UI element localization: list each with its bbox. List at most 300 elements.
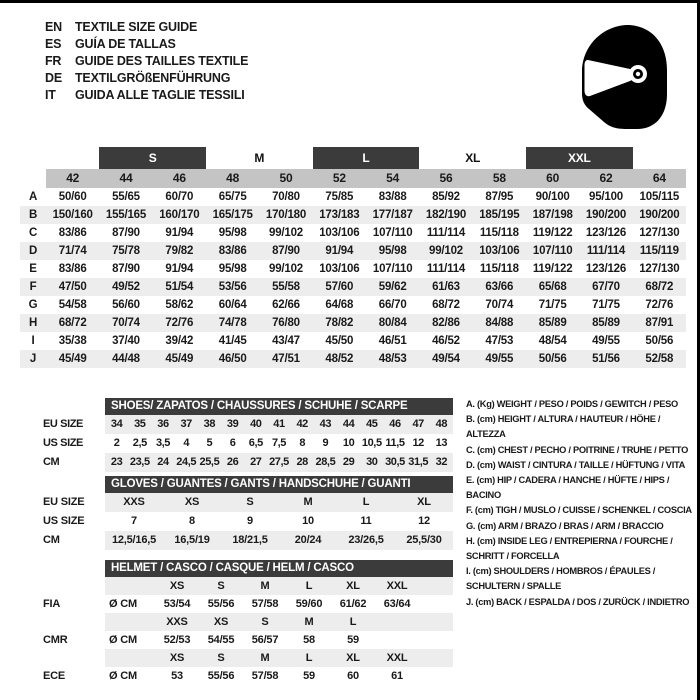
cell: 46 [383,415,406,434]
cell: 59/60 [295,598,323,610]
cell: H. (cm) INSIDE LEG / ENTREPIERNA / FOURCHE / SCHRITT / FORCELLA [466,535,673,562]
shoes-table [43,398,453,472]
cell: 190/200 [639,209,680,221]
cell: 78/82 [325,317,354,329]
cell: 72/76 [645,299,674,311]
row-label: J [29,353,37,365]
cell: 55/56 [207,670,235,682]
lang-code: DE [45,71,62,85]
lang-text: TEXTILE SIZE GUIDE [75,20,198,34]
cell: 103/106 [479,245,520,257]
row-label: E [29,263,37,275]
cell: 38 [198,415,221,434]
cell: 56/57 [251,634,279,646]
cell: 87/90 [112,263,140,275]
cell: XS [155,649,199,667]
size-group-xl: XL [465,151,481,165]
cell: F. (cm) TIGH / MUSLO / CUISSE / SCHENKEL / COSCIA [466,505,692,516]
cell: 56/60 [112,299,140,311]
cell: 60 [347,670,359,682]
gloves-us-row [43,512,453,531]
cell: Ø CM [109,634,137,646]
cell: 48 [206,169,259,188]
cell [419,577,453,595]
cell: 68/72 [432,299,460,311]
cell: 6,5 [248,437,263,449]
cell: 45/49 [165,353,194,365]
cell: 182/190 [425,209,467,221]
cell: 43 [314,415,337,434]
gloves-cm-row [43,531,453,550]
cell: 58 [473,169,526,188]
cell: 42 [291,415,314,434]
cell: 57/60 [325,281,354,293]
cell: 103/106 [319,263,360,275]
cell: 12 [412,437,424,449]
row-label: ECE [43,670,66,682]
table-row-h [20,314,686,332]
cell: 54/55 [207,634,235,646]
cell: 47/53 [485,335,514,347]
cell: 83/86 [58,263,87,275]
row-label: FIA [43,598,61,610]
cell: 65/68 [538,281,567,293]
lang-text: GUIDE DES TAILLES TEXTILE [75,54,249,68]
cell: 185/195 [479,209,520,221]
cell: 63/66 [485,281,514,293]
cell: S [199,577,243,595]
cell: 99/102 [429,245,463,257]
helmet-ece-row [43,667,453,685]
cell: A. (Kg) WEIGHT / PESO / POIDS / GEWITCH / PESO [466,399,678,409]
cell: M [243,577,287,595]
lang-row-de [45,70,248,87]
cell: 30,5 [383,453,406,472]
cell: J. (cm) BACK / ESPALDA / DOS / ZURÜCK / INDIETRO [466,596,690,607]
cell: 83/86 [58,227,87,239]
cell: 41 [267,415,290,434]
cell: 57/58 [251,598,279,610]
helmet-cmr-sizes-row [43,613,453,631]
cell: 76/80 [272,317,300,329]
textile-size-table [20,144,686,368]
cell: 47/51 [272,353,300,365]
cell: 61/62 [339,598,367,610]
lang-code: FR [45,54,62,68]
helmet-fia-row [43,595,453,613]
cell: XS [199,613,243,631]
measurement-legend [466,397,698,610]
cell: 91/94 [165,227,194,239]
cell: C. (cm) CHEST / PECHO / POITRINE / TRUHE / PETTO [466,444,689,455]
cell: XS [155,577,199,595]
cell: S [221,493,279,512]
cell: 150/160 [52,209,93,221]
cell: 49/52 [112,281,140,293]
cell: 99/102 [269,263,303,275]
cell: 87/91 [645,317,674,329]
shoes-eu-row [43,415,453,434]
size-group-s: S [99,147,206,169]
cell: 95/100 [589,191,623,203]
cell: 37 [175,415,198,434]
cell [105,577,155,595]
cell: 48/52 [325,353,354,365]
lang-row-es [45,36,248,53]
cell [105,613,155,631]
cell: 45 [360,415,383,434]
cell: 71/75 [538,299,567,311]
cell: 7,5 [271,437,287,449]
cell [105,649,155,667]
cell: 64 [633,169,686,188]
cell: 52 [313,169,366,188]
cell: XL [331,577,375,595]
cell: 71/74 [58,245,87,257]
table-row-b [20,206,686,224]
gloves-title: GLOVES / GUANTES / GANTS / HANDSCHUHE / GUANTI [105,476,453,493]
measure-rows [20,188,686,368]
row-label: EU SIZE [43,418,83,430]
cell: 160/170 [159,209,200,221]
cell: 119/122 [532,227,573,239]
lang-row-fr [45,53,248,70]
table-row-e [20,260,686,278]
cell: 20/24 [279,531,337,550]
size-number-row [20,169,686,188]
cell: 95/98 [218,227,247,239]
cell: 23/26,5 [337,531,395,550]
cell: 13 [435,437,448,449]
row-label: CM [43,456,60,468]
cell: 7 [131,515,137,527]
cell: 27 [244,453,267,472]
table-row-a [20,188,686,206]
cell: 50 [259,169,312,188]
cell: 50/60 [58,191,87,203]
cell: G. (cm) ARM / BRAZO / BRAS / ARM / BRACCIO [466,520,664,531]
row-label: US SIZE [43,515,85,527]
row-label: US SIZE [43,437,83,449]
cell: S [199,649,243,667]
cell: 42 [46,169,99,188]
cell: 53/54 [163,598,191,610]
cell [419,667,453,685]
cell: 80/84 [378,317,407,329]
cell: XXL [375,649,419,667]
cell: 53 [171,670,183,682]
cell: 48 [430,415,453,434]
cell: 26 [221,453,244,472]
shoes-title: SHOES/ ZAPATOS / CHAUSSURES / SCHUHE / SCARPE [105,398,453,415]
cell: 170/180 [265,209,307,221]
row-label [43,577,105,595]
cell: 28 [291,453,314,472]
cell: 59 [347,634,359,646]
cell: E. (cm) HIP / CADERA / HANCHE / HÜFTE / HIPS / BACINO [466,475,670,501]
cell: 71/75 [592,299,620,311]
cell: 46 [153,169,206,188]
cell [375,613,419,631]
table-row-d [20,242,686,260]
cell: 47/50 [58,281,87,293]
cell: 8 [189,515,195,527]
cell: 60 [526,169,579,188]
cell: 9 [247,515,253,527]
cell: 39 [221,415,244,434]
cell: 68/72 [58,317,87,329]
cell: 55/56 [207,598,235,610]
cell: 115/118 [479,263,519,275]
cell: 49/54 [432,353,460,365]
cell: 91/94 [165,263,194,275]
cell: 48/54 [538,335,567,347]
cell: 54 [366,169,419,188]
cell: 44 [99,169,152,188]
row-label: I [31,335,35,347]
cell: 23,5 [128,453,151,472]
cell: 54/58 [58,299,87,311]
cell: 59/62 [378,281,407,293]
cell [419,595,453,613]
size-group-xxl: XXL [526,147,633,169]
cell: 30 [360,453,383,472]
size-group-m: M [254,151,265,165]
cell: 35 [128,415,151,434]
cell: 75/78 [112,245,140,257]
helmet-table [43,560,453,685]
cell: 173/183 [319,209,360,221]
cell: 67/70 [592,281,620,293]
row-label: G [28,299,38,311]
row-label: CM [43,534,60,546]
cell: 48/53 [378,353,407,365]
cell: 24 [151,453,174,472]
cell: 107/110 [532,245,573,257]
cell: 83/88 [378,191,407,203]
cell: 27,5 [267,453,290,472]
table-row-g [20,296,686,314]
cell: 60/70 [165,191,194,203]
lang-row-en [45,19,248,36]
cell: 75/85 [325,191,354,203]
row-label: B [28,209,38,221]
cell: I. (cm) SHOULDERS / HOMBROS / ÉPAULES / SCHULTERN / SPALLE [466,566,656,592]
cell [419,613,453,631]
size-group-l: L [313,147,420,169]
lang-text: GUÍA DE TALLAS [75,37,176,51]
cell: 61 [391,670,403,682]
cell: 60/64 [218,299,247,311]
cell: 44 [337,415,360,434]
lang-code: EN [45,20,62,34]
lang-code: IT [45,88,56,102]
cell: 177/187 [372,209,413,221]
cell: 40 [244,415,267,434]
cell: 35/38 [58,335,87,347]
cell: 18/21,5 [221,531,279,550]
size-group-row [20,144,686,169]
cell: 25,5 [198,453,221,472]
cell: 115/119 [639,245,679,257]
cell: 85/92 [432,191,460,203]
cell: XL [331,649,375,667]
row-label: H [28,317,38,329]
cell: XL [395,493,453,512]
cell: 46/52 [432,335,460,347]
cell: 50/56 [645,335,674,347]
cell: 87/90 [272,245,300,257]
cell: 107/110 [372,227,413,239]
cell: 66/70 [378,299,407,311]
cell: 111/114 [586,245,626,257]
cell: 70/74 [112,317,140,329]
cell: 28,5 [314,453,337,472]
cell: 59 [303,670,315,682]
language-header [45,19,248,104]
cell: 9 [322,437,329,449]
cell: 2 [113,437,120,449]
cell: 62 [579,169,632,188]
cell: 10 [342,437,355,449]
helmet-ece-sizes-row [43,649,453,667]
cell: 45/50 [325,335,354,347]
cell: 95/98 [218,263,247,275]
cell: 45/49 [58,353,87,365]
cell: 44/48 [112,353,140,365]
cell: 23 [105,453,128,472]
cell: 99/102 [269,227,303,239]
cell: 52/53 [163,634,191,646]
cell: 119/122 [532,263,573,275]
cell: L [287,577,331,595]
cell: D. (cm) WAIST / CINTURA / TAILLE / HÜFTUNG / VITA [466,459,686,470]
cell: 53/56 [218,281,247,293]
table-row-j [20,350,686,368]
cell: 25,5/30 [395,531,453,550]
table-row-c [20,224,686,242]
row-label [43,613,105,631]
cell: 31,5 [407,453,430,472]
row-label: D [28,245,38,257]
cell: L [337,493,395,512]
cell: 46/50 [218,353,247,365]
cell: 37/40 [112,335,140,347]
cell: 65/75 [218,191,247,203]
cell: 51/56 [592,353,620,365]
cell: 70/74 [485,299,514,311]
cell: 32 [430,453,453,472]
cell: 95/98 [378,245,407,257]
cell: 55/65 [112,191,140,203]
cell: M [279,493,337,512]
cell: M [287,613,331,631]
cell: 87/95 [485,191,514,203]
cell: 49/55 [592,335,620,347]
corner-spacer [20,169,46,188]
lang-text: TEXTILGRÖßENFÜHRUNG [75,71,231,85]
cell: 52/58 [645,353,674,365]
cell: 155/165 [105,209,147,221]
cell: Ø CM [109,598,137,610]
cell: 91/94 [325,245,354,257]
cell: 107/110 [372,263,413,275]
lang-code: ES [45,37,62,51]
cell: L [331,613,375,631]
gloves-table [43,476,453,550]
cell: 111/114 [426,227,466,239]
cell: 56 [419,169,472,188]
cell: 72/76 [165,317,194,329]
cell: 16,5/19 [163,531,221,550]
cell: 46/51 [378,335,407,347]
cell: 105/115 [639,191,680,203]
shoes-cm-row [43,453,453,472]
cell: 85/89 [538,317,567,329]
cell: XXL [375,577,419,595]
table-row-i [20,332,686,350]
cell: 61/63 [432,281,460,293]
cell: B. (cm) HEIGHT / ALTURA / HAUTEUR / HÖHE / ALTEZZA [466,414,661,440]
cell: 10 [302,515,314,527]
cell: 55/58 [272,281,300,293]
cell: 64/68 [325,299,354,311]
cell: 103/106 [319,227,360,239]
row-label: F [29,281,37,293]
cell: 12,5/16,5 [105,531,163,550]
cell: 34 [105,415,128,434]
cell: 90/100 [535,191,570,203]
cell: 111/114 [426,263,466,275]
cell: 24,5 [175,453,198,472]
shoes-us-row [43,434,453,453]
lang-text: GUIDA ALLE TAGLIE TESSILI [75,88,245,102]
cell: 68/72 [645,281,674,293]
cell: 190/200 [585,209,627,221]
cell: XXS [155,613,199,631]
row-label: EU SIZE [43,496,85,508]
cell: 74/78 [218,317,247,329]
lang-row-it [45,87,248,104]
cell: 165/175 [212,209,253,221]
table-row-f [20,278,686,296]
cell: 8 [299,437,306,449]
cell: 123/126 [585,263,627,275]
cell: 36 [151,415,174,434]
cell [419,631,453,649]
cell: XS [163,493,221,512]
cell: 63/64 [383,598,411,610]
cell: 83/86 [218,245,247,257]
cell: 82/86 [432,317,460,329]
helmet-title: HELMET / CASCO / CASQUE / HELM / CASCO [105,560,453,577]
cell: 41/45 [218,335,247,347]
cell: M [243,649,287,667]
cell: 47 [407,415,430,434]
cell: 57/58 [251,670,279,682]
cell: 50/56 [538,353,567,365]
cell: 85/89 [592,317,620,329]
helmet-fia-sizes-row [43,577,453,595]
cell: 127/130 [639,227,680,239]
cell: 79/82 [165,245,194,257]
cell: 127/130 [639,263,680,275]
cell [419,649,453,667]
racing-helmet-icon [575,23,670,131]
cell: 5 [206,437,213,449]
row-label: A [28,191,38,203]
cell [375,631,419,649]
